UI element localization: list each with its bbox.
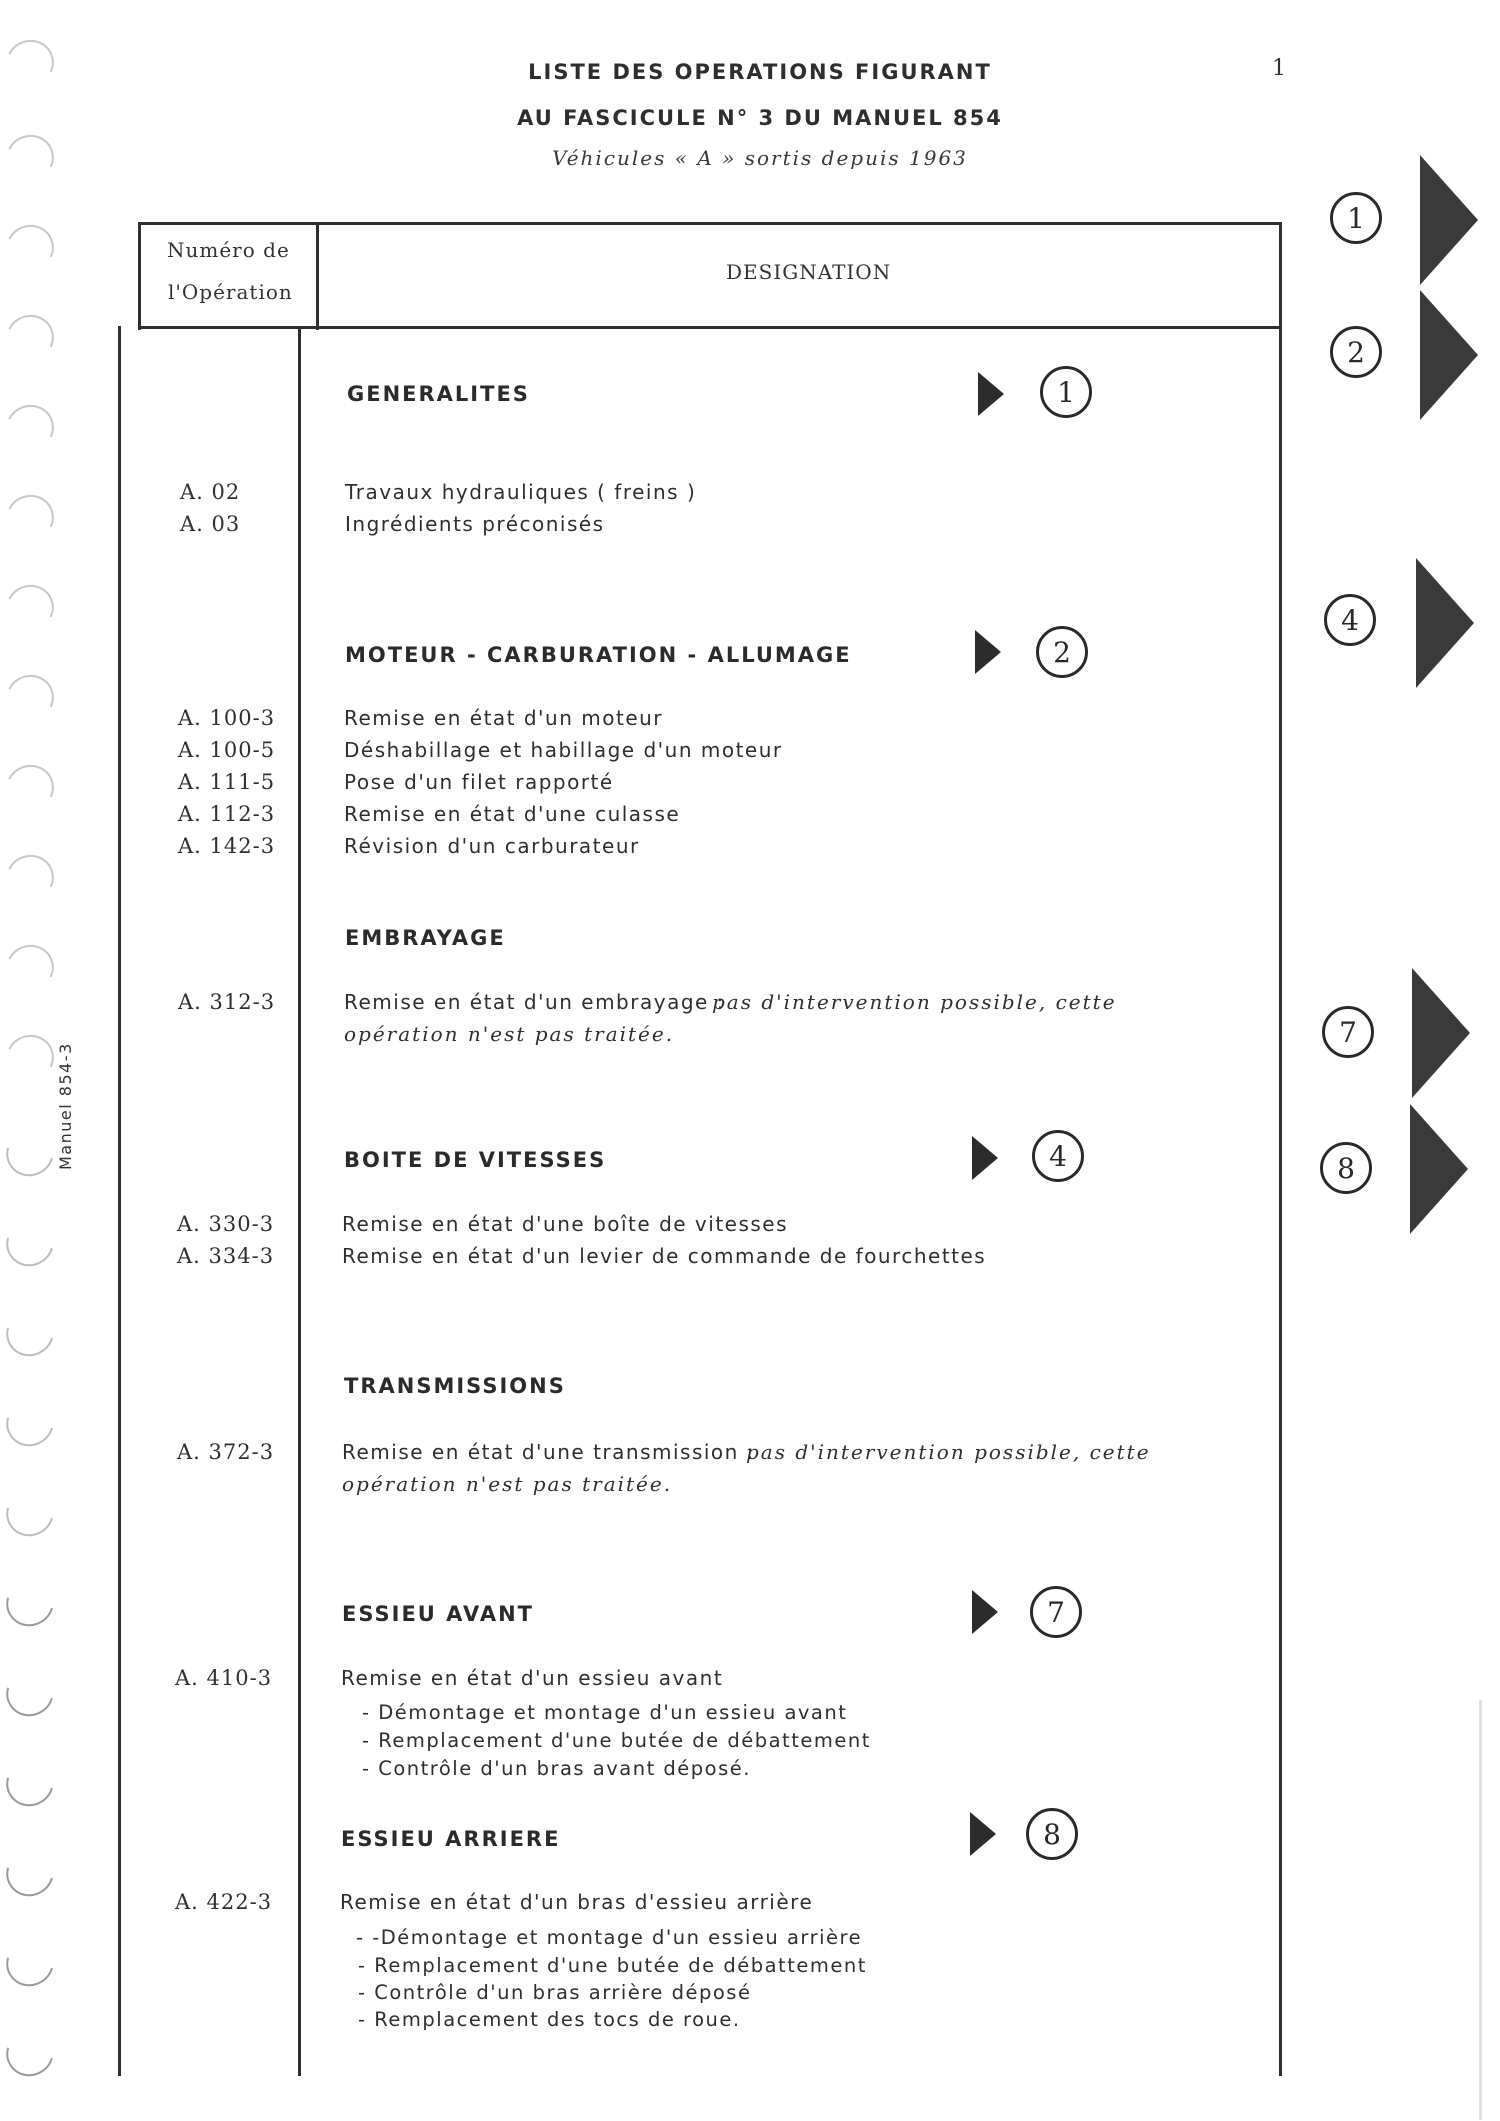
- section-title-essieu-arriere: ESSIEU ARRIERE: [341, 1827, 561, 1851]
- operation-designation: Remise en état d'un essieu avant: [341, 1666, 724, 1690]
- operation-designation: Pose d'un filet rapporté: [344, 770, 614, 794]
- section-arrow-icon: [970, 1812, 996, 1856]
- operation-designation: Ingrédients préconisés: [345, 512, 605, 536]
- section-arrow-icon: [978, 372, 1004, 416]
- operation-number: A. 422-3: [175, 1890, 273, 1914]
- index-tab-arrow-icon: [1410, 968, 1472, 1098]
- operation-designation: Remise en état d'une culasse: [344, 802, 681, 826]
- operation-number: A. 03: [180, 512, 241, 536]
- operation-designation: Remise en état d'une boîte de vitesses: [342, 1212, 789, 1236]
- page-edge-shadow: [1479, 1700, 1482, 2120]
- operation-designation: Remise en état d'un bras d'essieu arrière: [340, 1890, 814, 1914]
- subtitle: Véhicules « A » sortis depuis 1963: [552, 146, 968, 170]
- col-header-designation: DESIGNATION: [726, 260, 892, 284]
- operation-number: A. 02: [180, 480, 241, 504]
- title-line-1: LISTE DES OPERATIONS FIGURANT: [528, 60, 992, 84]
- operation-note: pas d'intervention possible, cette: [712, 990, 1117, 1014]
- operation-number: A. 100-3: [178, 706, 276, 730]
- operation-sub-item: - Démontage et montage d'un essieu avant: [362, 1701, 848, 1724]
- operation-number: A. 142-3: [178, 834, 276, 858]
- operation-number: A. 100-5: [178, 738, 276, 762]
- operation-designation: Déshabillage et habillage d'un moteur: [344, 738, 783, 762]
- operation-number: A. 372-3: [177, 1440, 275, 1464]
- section-badge-7: 7: [1030, 1586, 1082, 1638]
- section-title-generalites: GENERALITES: [347, 382, 530, 406]
- index-tab-1[interactable]: 1: [1330, 192, 1382, 244]
- index-tab-arrow-icon: [1408, 1104, 1470, 1234]
- section-title-boite-de-vitesses: BOITE DE VITESSES: [344, 1148, 607, 1172]
- page-number: 1: [1272, 56, 1286, 81]
- index-tab-4[interactable]: 4: [1324, 594, 1376, 646]
- operation-sub-item: - Contrôle d'un bras avant déposé.: [362, 1757, 751, 1780]
- section-title-embrayage: EMBRAYAGE: [345, 926, 506, 950]
- operation-sub-item: - Remplacement d'une butée de débattement: [358, 1954, 867, 1977]
- operation-note: opération n'est pas traitée.: [342, 1472, 673, 1496]
- section-badge-1: 1: [1040, 366, 1092, 418]
- operation-sub-item: - Remplacement des tocs de roue.: [358, 2008, 741, 2031]
- operation-designation: Révision d'un carburateur: [344, 834, 640, 858]
- section-title-transmissions: TRANSMISSIONS: [344, 1374, 566, 1398]
- index-tab-8[interactable]: 8: [1320, 1142, 1372, 1194]
- section-badge-2: 2: [1036, 626, 1088, 678]
- section-arrow-icon: [972, 1136, 998, 1180]
- section-title-moteur: MOTEUR - CARBURATION - ALLUMAGE: [345, 643, 852, 667]
- index-tab-arrow-icon: [1418, 290, 1480, 420]
- operation-note: opération n'est pas traitée.: [344, 1022, 675, 1046]
- operation-number: A. 111-5: [178, 770, 276, 794]
- operation-sub-item: - Contrôle d'un bras arrière déposé: [358, 1981, 752, 2004]
- operation-designation: Remise en état d'une transmission :: [342, 1440, 755, 1464]
- manual-side-label: Manuel 854-3: [56, 1042, 75, 1170]
- section-arrow-icon: [972, 1590, 998, 1634]
- operation-note: pas d'intervention possible, cette: [746, 1440, 1151, 1464]
- operation-number: A. 312-3: [178, 990, 276, 1014]
- operation-number: A. 112-3: [178, 802, 276, 826]
- operation-designation: Remise en état d'un embrayage :: [344, 990, 725, 1014]
- section-title-essieu-avant: ESSIEU AVANT: [342, 1602, 534, 1626]
- section-badge-8: 8: [1026, 1808, 1078, 1860]
- section-badge-4: 4: [1032, 1130, 1084, 1182]
- index-tab-arrow-icon: [1414, 558, 1476, 688]
- index-tab-7[interactable]: 7: [1322, 1006, 1374, 1058]
- index-tab-arrow-icon: [1418, 155, 1480, 285]
- operation-number: A. 410-3: [175, 1666, 273, 1690]
- operation-number: A. 334-3: [177, 1244, 275, 1268]
- operation-sub-item: - -Démontage et montage d'un essieu arrière: [356, 1926, 863, 1949]
- operation-sub-item: - Remplacement d'une butée de débattement: [362, 1729, 871, 1752]
- col-header-operation-2: l'Opération: [168, 280, 293, 304]
- operation-number: A. 330-3: [177, 1212, 275, 1236]
- col-header-operation-1: Numéro de: [167, 238, 290, 262]
- operation-designation: Remise en état d'un levier de commande de fourchettes: [342, 1244, 987, 1268]
- index-tab-2[interactable]: 2: [1330, 326, 1382, 378]
- operation-designation: Remise en état d'un moteur: [344, 706, 664, 730]
- section-arrow-icon: [975, 630, 1001, 674]
- title-line-2: AU FASCICULE N° 3 DU MANUEL 854: [517, 106, 1003, 130]
- operation-designation: Travaux hydrauliques ( freins ): [345, 480, 697, 504]
